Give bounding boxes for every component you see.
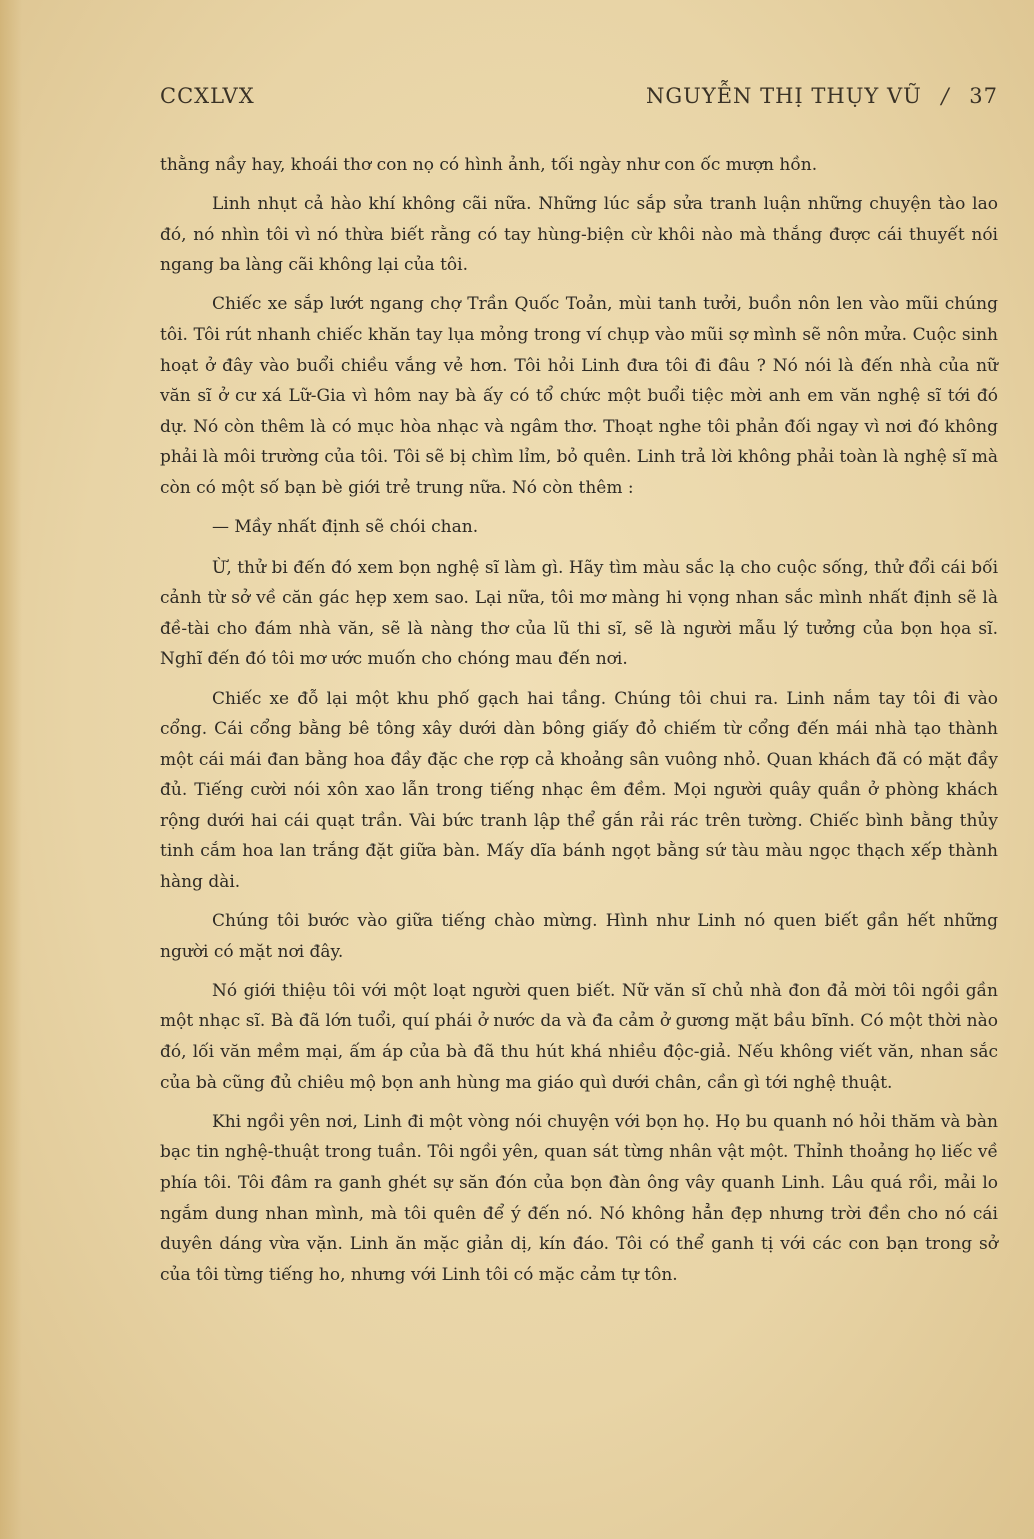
paragraph: Ừ, thử bi đến đó xem bọn nghệ sĩ làm gì. Hãy tìm màu sắc lạ cho cuộc sống, thử đổi cái bối cảnh từ sở về căn gác hẹp xem sao. Lại nữa, tôi mơ màng hi vọng nhan sắc mình nhất định sẽ là đề-tài cho đám nhà văn, sẽ là nàng thơ của lũ thi sĩ, sẽ là người mẫu lý tưởng của bọn họa sĩ. Nghĩ đến đó tôi mơ ước muốn cho chóng mau đến nơi. — [160, 557, 998, 670]
running-header — [160, 84, 998, 114]
header-right — [646, 84, 998, 108]
header-separator: / — [941, 84, 950, 108]
body-text — [160, 150, 998, 1299]
dialogue-line: — Mầy nhất định sẽ chói chan. — [212, 517, 479, 538]
paragraph: Nó giới thiệu tôi với một loạt người quen biết. Nữ văn sĩ chủ nhà đon đả mời tôi ngồi gần một nhạc sĩ. Bà đã lớn tuổi, quí phái ở nước da và đa cảm ở gương mặt bầu bĩnh. Có một thời nào đó, lối văn mềm mại, ấm áp của bà đã thu hút khá nhiều độc-giả. Nếu không viết văn, nhan sắc của bà cũng đủ chiêu mộ bọn anh hùng ma giáo quì dưới chân, cần gì tới nghệ thuật. — [160, 980, 998, 1093]
paragraph: Chúng tôi bước vào giữa tiếng chào mừng. Hình như Linh nó quen biết gần hết những người có mặt nơi đây. — [160, 911, 998, 962]
page-edge-shadow — [0, 0, 22, 1539]
paragraph: Linh nhụt cả hào khí không cãi nữa. Những lúc sắp sửa tranh luận những chuyện tào lao đó, nó nhìn tôi vì nó thừa biết rằng có tay hùng-biện cừ khôi nào mà thắng được cái thuyết nói ngang ba làng cãi không lại của tôi. — [160, 194, 998, 276]
page-number: 37 — [969, 84, 998, 108]
paragraph: Khi ngồi yên nơi, Linh đi một vòng nói chuyện với bọn họ. Họ bu quanh nó hỏi thăm và bàn bạc tin nghệ-thuật trong tuần. Tôi ngồi yên, quan sát từng nhân vật một. Thỉnh thoảng họ liếc về phía tôi. Tôi đâm ra ganh ghét sự săn đón của bọn đàn ông vây quanh Linh. Lâu quá rồi, mải lo ngắm dung nhan mình, mà tôi quên để ý đến nó. Nó không hẳn đẹp nhưng trời đền cho nó cái duyên dáng vừa vặn. Linh ăn mặc giản dị, kín đáo. Tôi có thể ganh tị với các con bạn trong sở của tôi từng tiếng ho, nhưng với Linh tôi có mặc cảm tự tôn. — [160, 1111, 998, 1285]
paragraph: Chiếc xe sắp lướt ngang chợ Trần Quốc Toản, mùi tanh tưởi, buồn nôn len vào mũi chúng tôi. Tôi rút nhanh chiếc khăn tay lụa mỏng trong ví chụp vào mũi sợ mình sẽ nôn mửa. Cuộc sinh hoạt ở đây vào buổi chiều vắng vẻ hơn. Tôi hỏi Linh đưa tôi đi đâu ? Nó nói là đến nhà của nữ văn sĩ ở cư xá Lữ-Gia vì hôm nay bà ấy có tổ chức một buổi tiệc mời anh em văn nghệ sĩ tới đó dự. Nó còn thêm là có mục hòa nhạc và ngâm thơ. Thoạt nghe tôi phản đối ngay vì nơi đó không phải là môi trường của tôi. Tôi sẽ bị chìm lỉm, bỏ quên. Linh trả lời không phải toàn là nghệ sĩ mà còn có một số bạn bè giới trẻ trung nữa. Nó còn thêm : — [160, 294, 998, 498]
chapter-number: CCXLVX — [160, 84, 255, 108]
paragraph: Chiếc xe đỗ lại một khu phố gạch hai tầng. Chúng tôi chui ra. Linh nắm tay tôi đi vào cổng. Cái cổng bằng bê tông xây dưới dàn bông giấy đỏ chiếm từ cổng đến mái nhà tạo thành một cái mái đan bằng hoa đầy đặc che rợp cả khoảng sân vuông nhỏ. Quan khách đã có mặt đầy đủ. Tiếng cười nói xôn xao lẫn trong tiếng nhạc êm đềm. Mọi người quây quần ở phòng khách rộng dưới hai cái quạt trần. Vài bức tranh lập thể gắn rải rác trên tường. Chiếc bình bằng thủy tinh cắm hoa lan trắng đặt giữa bàn. Mấy dĩa bánh ngọt bằng sứ tàu màu ngọc thạch xếp thành hàng dài. — [160, 688, 998, 893]
author-name: NGUYỄN THỊ THỤY VŨ — [646, 84, 922, 108]
paragraph: thằng nầy hay, khoái thơ con nọ có hình ảnh, tối ngày như con ốc mượn hồn. — [160, 155, 818, 175]
